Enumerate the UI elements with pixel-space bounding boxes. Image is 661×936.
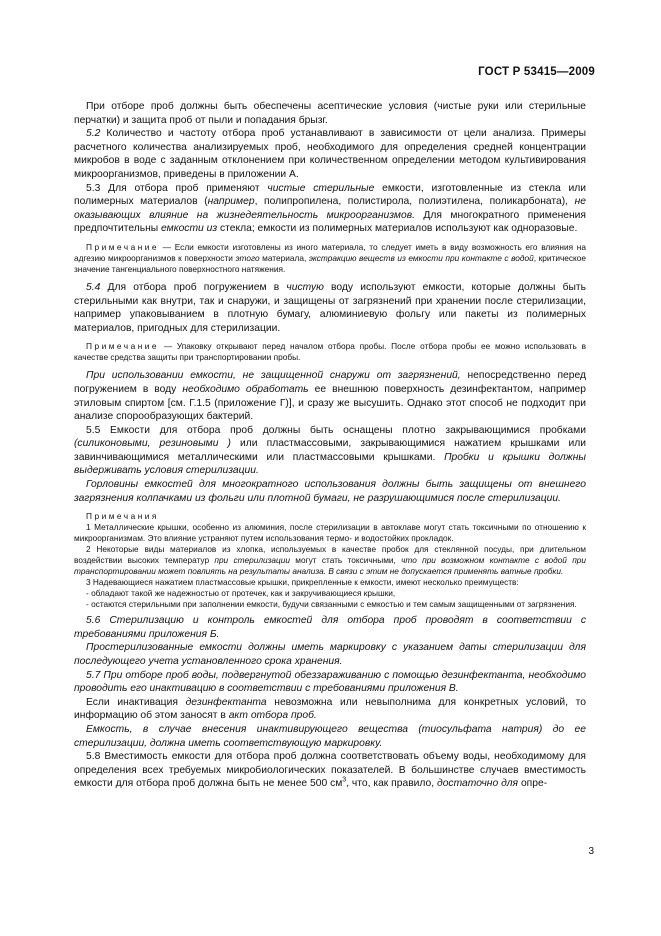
page-number: 3 <box>588 846 594 857</box>
document-header: ГОСТ Р 53415—2009 <box>478 66 595 78</box>
paragraph-marking: Простерилизованные емкости должны иметь маркировку с указанием даты стерилизации для последующего учета установленного срока хранения. <box>74 642 586 668</box>
paragraph-unprotected-container: При использовании емкости, не защищенной снаружи от загрязнений, непосредственно перед погружением в воду необходимо обработать ее внешнюю поверхность дезинфектантом, например этиловым спиртом [см. Г.1.5 (приложение Г)], и сразу же высушить. Однако этот способ не подходит при анализе спорообразующих бактерий. <box>74 370 587 423</box>
paragraph-necks: Горловины емкостей для многократного использования должны быть защищены от внешнего загрязнения колпачками из фольги или плотной бумаги, не разрушающимися после стерилизации. <box>74 479 586 504</box>
document-body <box>74 100 586 791</box>
notes-heading: Примечания <box>86 511 159 522</box>
paragraph-aseptic: При отборе проб должны быть обеспечены асептические условия (чистые руки или стерильные перчатки) и защита проб от пыли и попадания брызг. <box>74 101 586 126</box>
paragraph-5-4: 5.4 Для отбора проб погружением в чистую воду используют емкости, которые должны быть стерильными как внутри, так и снаружи, и защищены от загрязнений при хранении после стерилизации, например упаковыванием в плотную бумагу, алюминиевую фольгу или пакеты из полимерных материалов, пригодных для стерилизации. <box>74 281 586 334</box>
paragraph-5-8: 5.8 Вместимость емкости для отбора проб должна соответствовать объему воды, необходимому для определения всех требуемых микробиологических показателей. В большинстве случаев вместимость емкости для отбора проб должна быть не менее 500 $см^3$, что, как правило, достаточно для опре- <box>74 751 586 790</box>
note-2: Примечание — Упаковку открывают перед началом отбора пробы. После отбора пробы ее можно использовать в качестве средства защиты при транспортировании пробы. <box>74 341 586 363</box>
paragraph-5-6: 5.6 Стерилизацию и контроль емкостей для отбора проб проводят в соответствии с требованиями приложения Б. <box>74 615 586 640</box>
note-item-1: 1 Металлические крышки, особенно из алюминия, после стерилизации в автоклаве могут стать токсичными по отношению к микроорганизмам. Это влияние устраняют путем использования термо- и водостойких прокладок. <box>74 522 586 544</box>
note-1: Примечание — Если емкости изготовлены из иного материала, то следует иметь в виду возможность его влияния на адгезию микроорганизмов к поверхности этого материала, экстракцию веществ из емкости при контакте с водой, критическое значение тангенциального поверхностного натяжения. <box>74 241 586 274</box>
note-item-3-bullet-2: - остаются стерильными при заполнении емкости, будучи связанными с емкостью и тем самым защищенными от загрязнения. <box>86 599 577 610</box>
note-item-2: 2 Некоторые виды материалов из хлопка, используемых в качестве пробок для стеклянной посуды, при длительном воздействии высоких температур при стерилизации могут стать токсичными, что при возможном контакте с водой при транспортировании может повлиять на результаты анализа. В связи с этим не допускается применять ватные пробки. <box>74 544 586 577</box>
paragraph-5-3: 5.3 Для отбора проб применяют чистые стерильные емкости, изготовленные из стекла или полимерных материалов (например, полипропилена, полистирола, полиэтилена, поликарбоната), не оказывающих влияние на жизнедеятельность микроорганизмов. Для многократного применения предпочтительны емкости из стекла; емкости из полимерных материалов используют как одноразовые. <box>74 182 587 235</box>
paragraph-thiosulfate: Емкость, в случае внесения инактивирующего вещества (тиосульфата натрия) до ее стерилизации, должна иметь соответствующую маркировку. <box>74 724 586 749</box>
paragraph-5-2: 5.2 Количество и частоту отбора проб устанавливают в зависимости от цели анализа. Примеры расчетного количества анализируемых проб, необходимого для определения средней концентрации микробов в воде с заданным отклонением при количественном определении методом культивирования микроорганизмов, приведены в приложении А. <box>74 128 586 180</box>
paragraph-5-5: 5.5 Емкости для отбора проб должны быть оснащены плотно закрывающимися пробками (силиконовыми, резиновыми ) или пластмассовыми, закрывающимися нажатием крышками или завинчивающимися металлическими или пластмассовыми крышками. Пробки и крышки должны выдерживать условия стерилизации. <box>74 424 587 477</box>
paragraph-inactivation: Если инактивация дезинфектанта невозможна или невыполнима для конкретных условий, то информацию об этом заносят в акт отбора проб. <box>74 696 586 722</box>
note-item-3-bullet-1: - обладают такой же надежностью от протечек, как и закручивающиеся крышки, <box>86 588 396 599</box>
note-item-3: 3 Надевающиеся нажатием пластмассовые крышки, прикрепленные к емкости, имеют несколько преимуществ: <box>86 577 519 588</box>
paragraph-5-7: 5.7 При отборе проб воды, подвергнутой обеззараживанию с помощью дезинфектанта, необходимо проводить его инактивацию в соответствии с требованиями приложения В. <box>74 669 586 695</box>
